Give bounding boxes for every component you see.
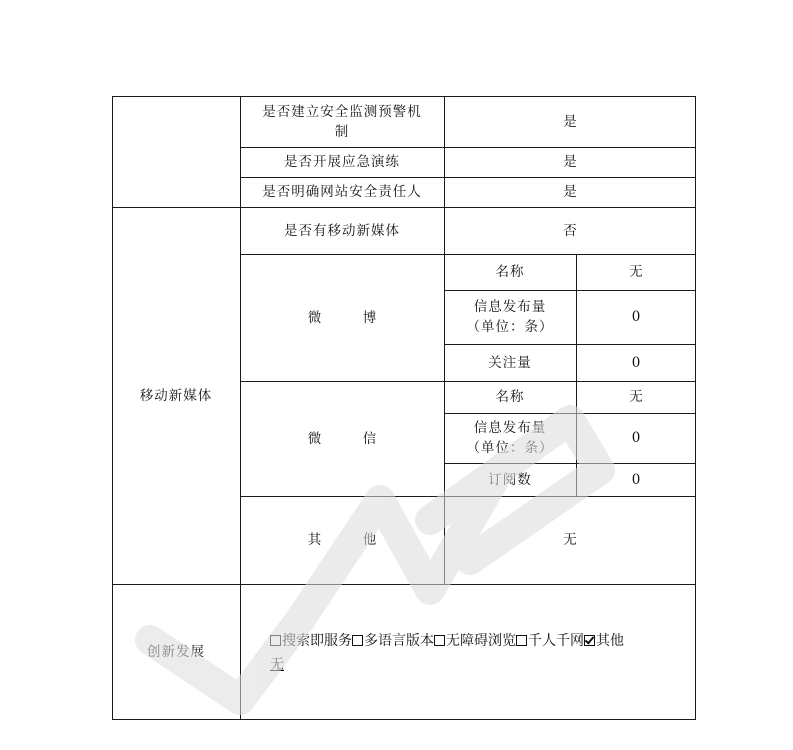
emergency-drill-label: 是否开展应急演练 xyxy=(284,154,400,170)
weibo-posts-value: 0 xyxy=(631,309,641,325)
weibo-posts-label: 信息发布量（单位：条） xyxy=(466,299,554,335)
weixin-name-label: 名称 xyxy=(495,389,525,405)
other-media-label: 其 他 xyxy=(307,532,391,548)
weibo-name-value: 无 xyxy=(629,264,643,280)
security-owner-value: 是 xyxy=(563,184,577,200)
other-media-value: 无 xyxy=(563,532,577,548)
option-search-service[interactable]: 搜索即服务 xyxy=(270,633,352,649)
weixin-subscribers-value: 0 xyxy=(631,471,641,488)
innovation-options xyxy=(240,584,696,719)
checkbox-icon[interactable] xyxy=(352,635,363,646)
emergency-drill-value: 是 xyxy=(563,154,577,170)
security-owner-label: 是否明确网站安全责任人 xyxy=(262,184,422,200)
weixin-posts-label: 信息发布量（单位：条） xyxy=(466,420,554,456)
weibo-followers-label: 关注量 xyxy=(488,354,532,371)
option-other[interactable]: 其他 xyxy=(584,633,624,649)
weixin-posts-value: 0 xyxy=(631,430,641,446)
rule xyxy=(112,719,696,720)
checkbox-icon[interactable] xyxy=(516,635,527,646)
has-mobile-media-label: 是否有移动新媒体 xyxy=(284,222,400,239)
security-monitoring-label: 是否建立安全监测预警机制 xyxy=(262,103,422,140)
weibo-label: 微 博 xyxy=(307,309,391,326)
option-personalized[interactable]: 千人千网 xyxy=(516,633,584,649)
innovation-section-label: 创新发展 xyxy=(147,643,205,660)
innovation-other-value: 无 xyxy=(270,657,284,673)
has-mobile-media-value: 否 xyxy=(563,222,577,239)
option-multilingual[interactable]: 多语言版本 xyxy=(352,633,434,649)
weixin-subscribers-label: 订阅数 xyxy=(488,471,532,488)
option-accessibility[interactable]: 无障碍浏览 xyxy=(434,633,516,649)
weixin-name-value: 无 xyxy=(629,389,643,405)
innovation-options-line xyxy=(270,629,624,653)
weibo-name-label: 名称 xyxy=(495,264,525,280)
checkbox-icon[interactable] xyxy=(434,635,445,646)
weixin-label: 微 信 xyxy=(307,430,391,447)
checkbox-icon[interactable] xyxy=(270,635,281,646)
weibo-followers-value: 0 xyxy=(631,354,641,371)
mobile-media-section-label: 移动新媒体 xyxy=(139,387,213,404)
checked-checkbox-icon[interactable] xyxy=(584,635,595,646)
security-monitoring-value: 是 xyxy=(563,113,577,130)
